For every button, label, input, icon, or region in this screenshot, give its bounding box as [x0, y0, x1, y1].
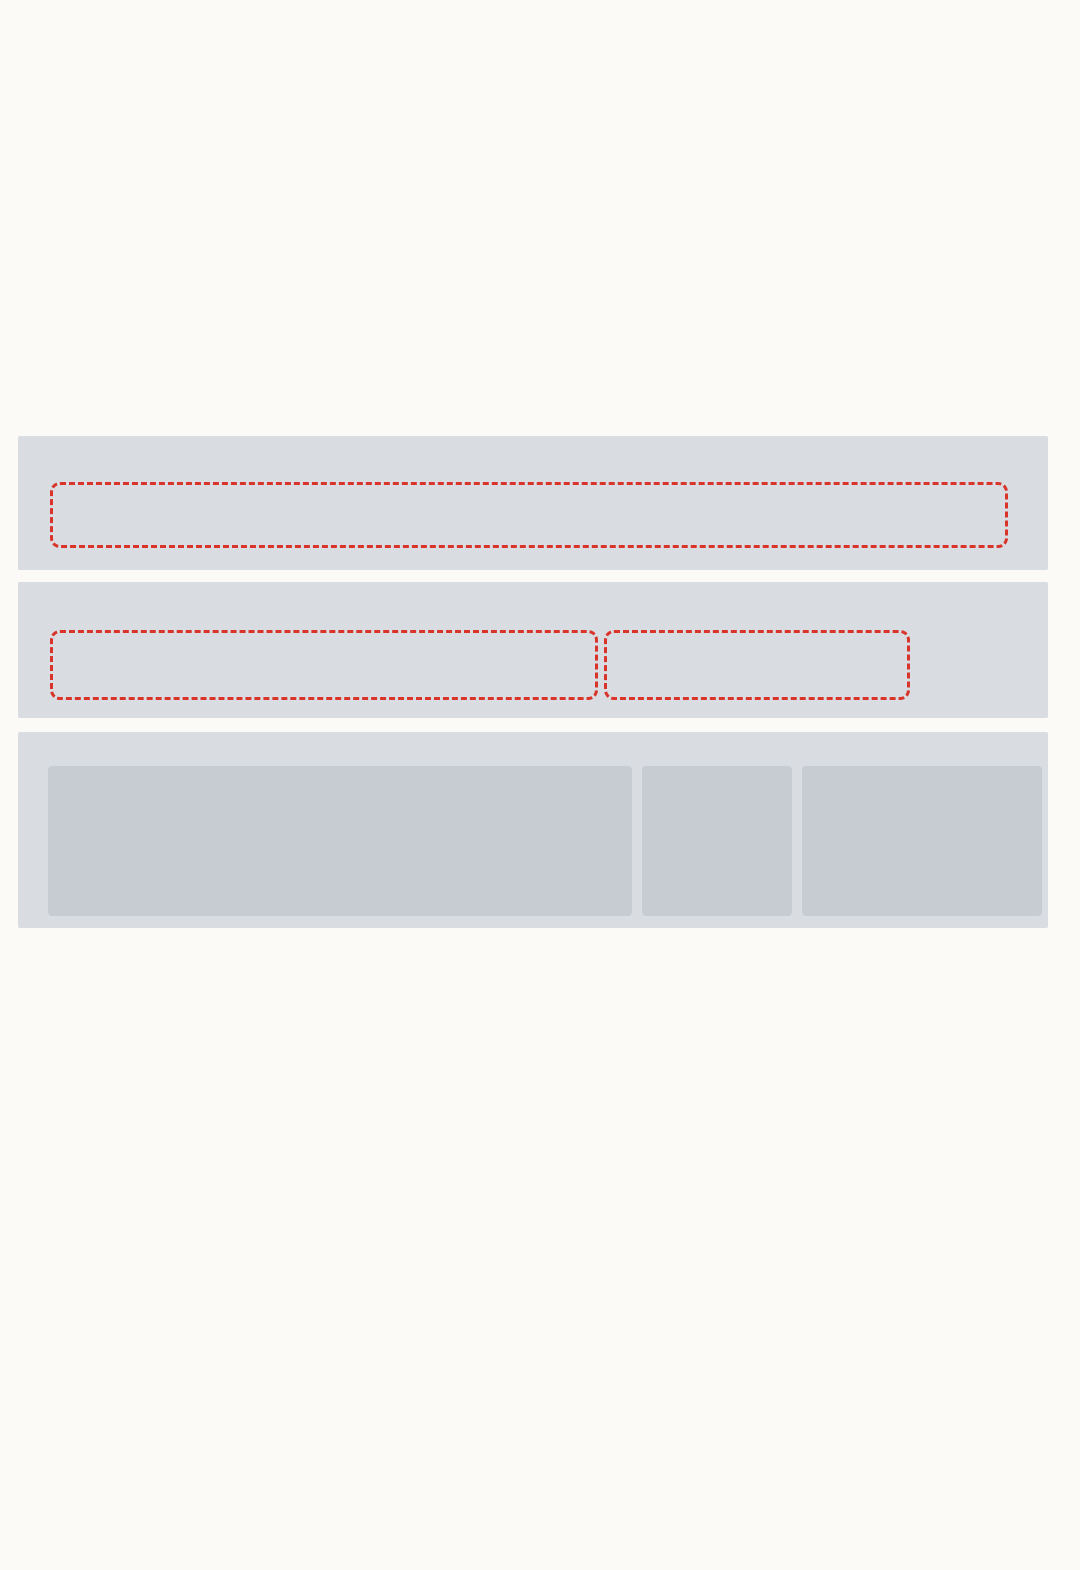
delivery-panel [642, 766, 792, 916]
design-platform-band [18, 582, 1048, 718]
resource-panel [802, 766, 1042, 916]
project-platform-band [18, 436, 1048, 570]
figure-2-framework [18, 436, 1048, 928]
collab-platform-band [18, 732, 1048, 928]
business-stage-frame [50, 482, 1008, 548]
design-tools-panel [48, 766, 632, 916]
design-stage-frame [50, 630, 598, 700]
construction-stage-frame [604, 630, 910, 700]
